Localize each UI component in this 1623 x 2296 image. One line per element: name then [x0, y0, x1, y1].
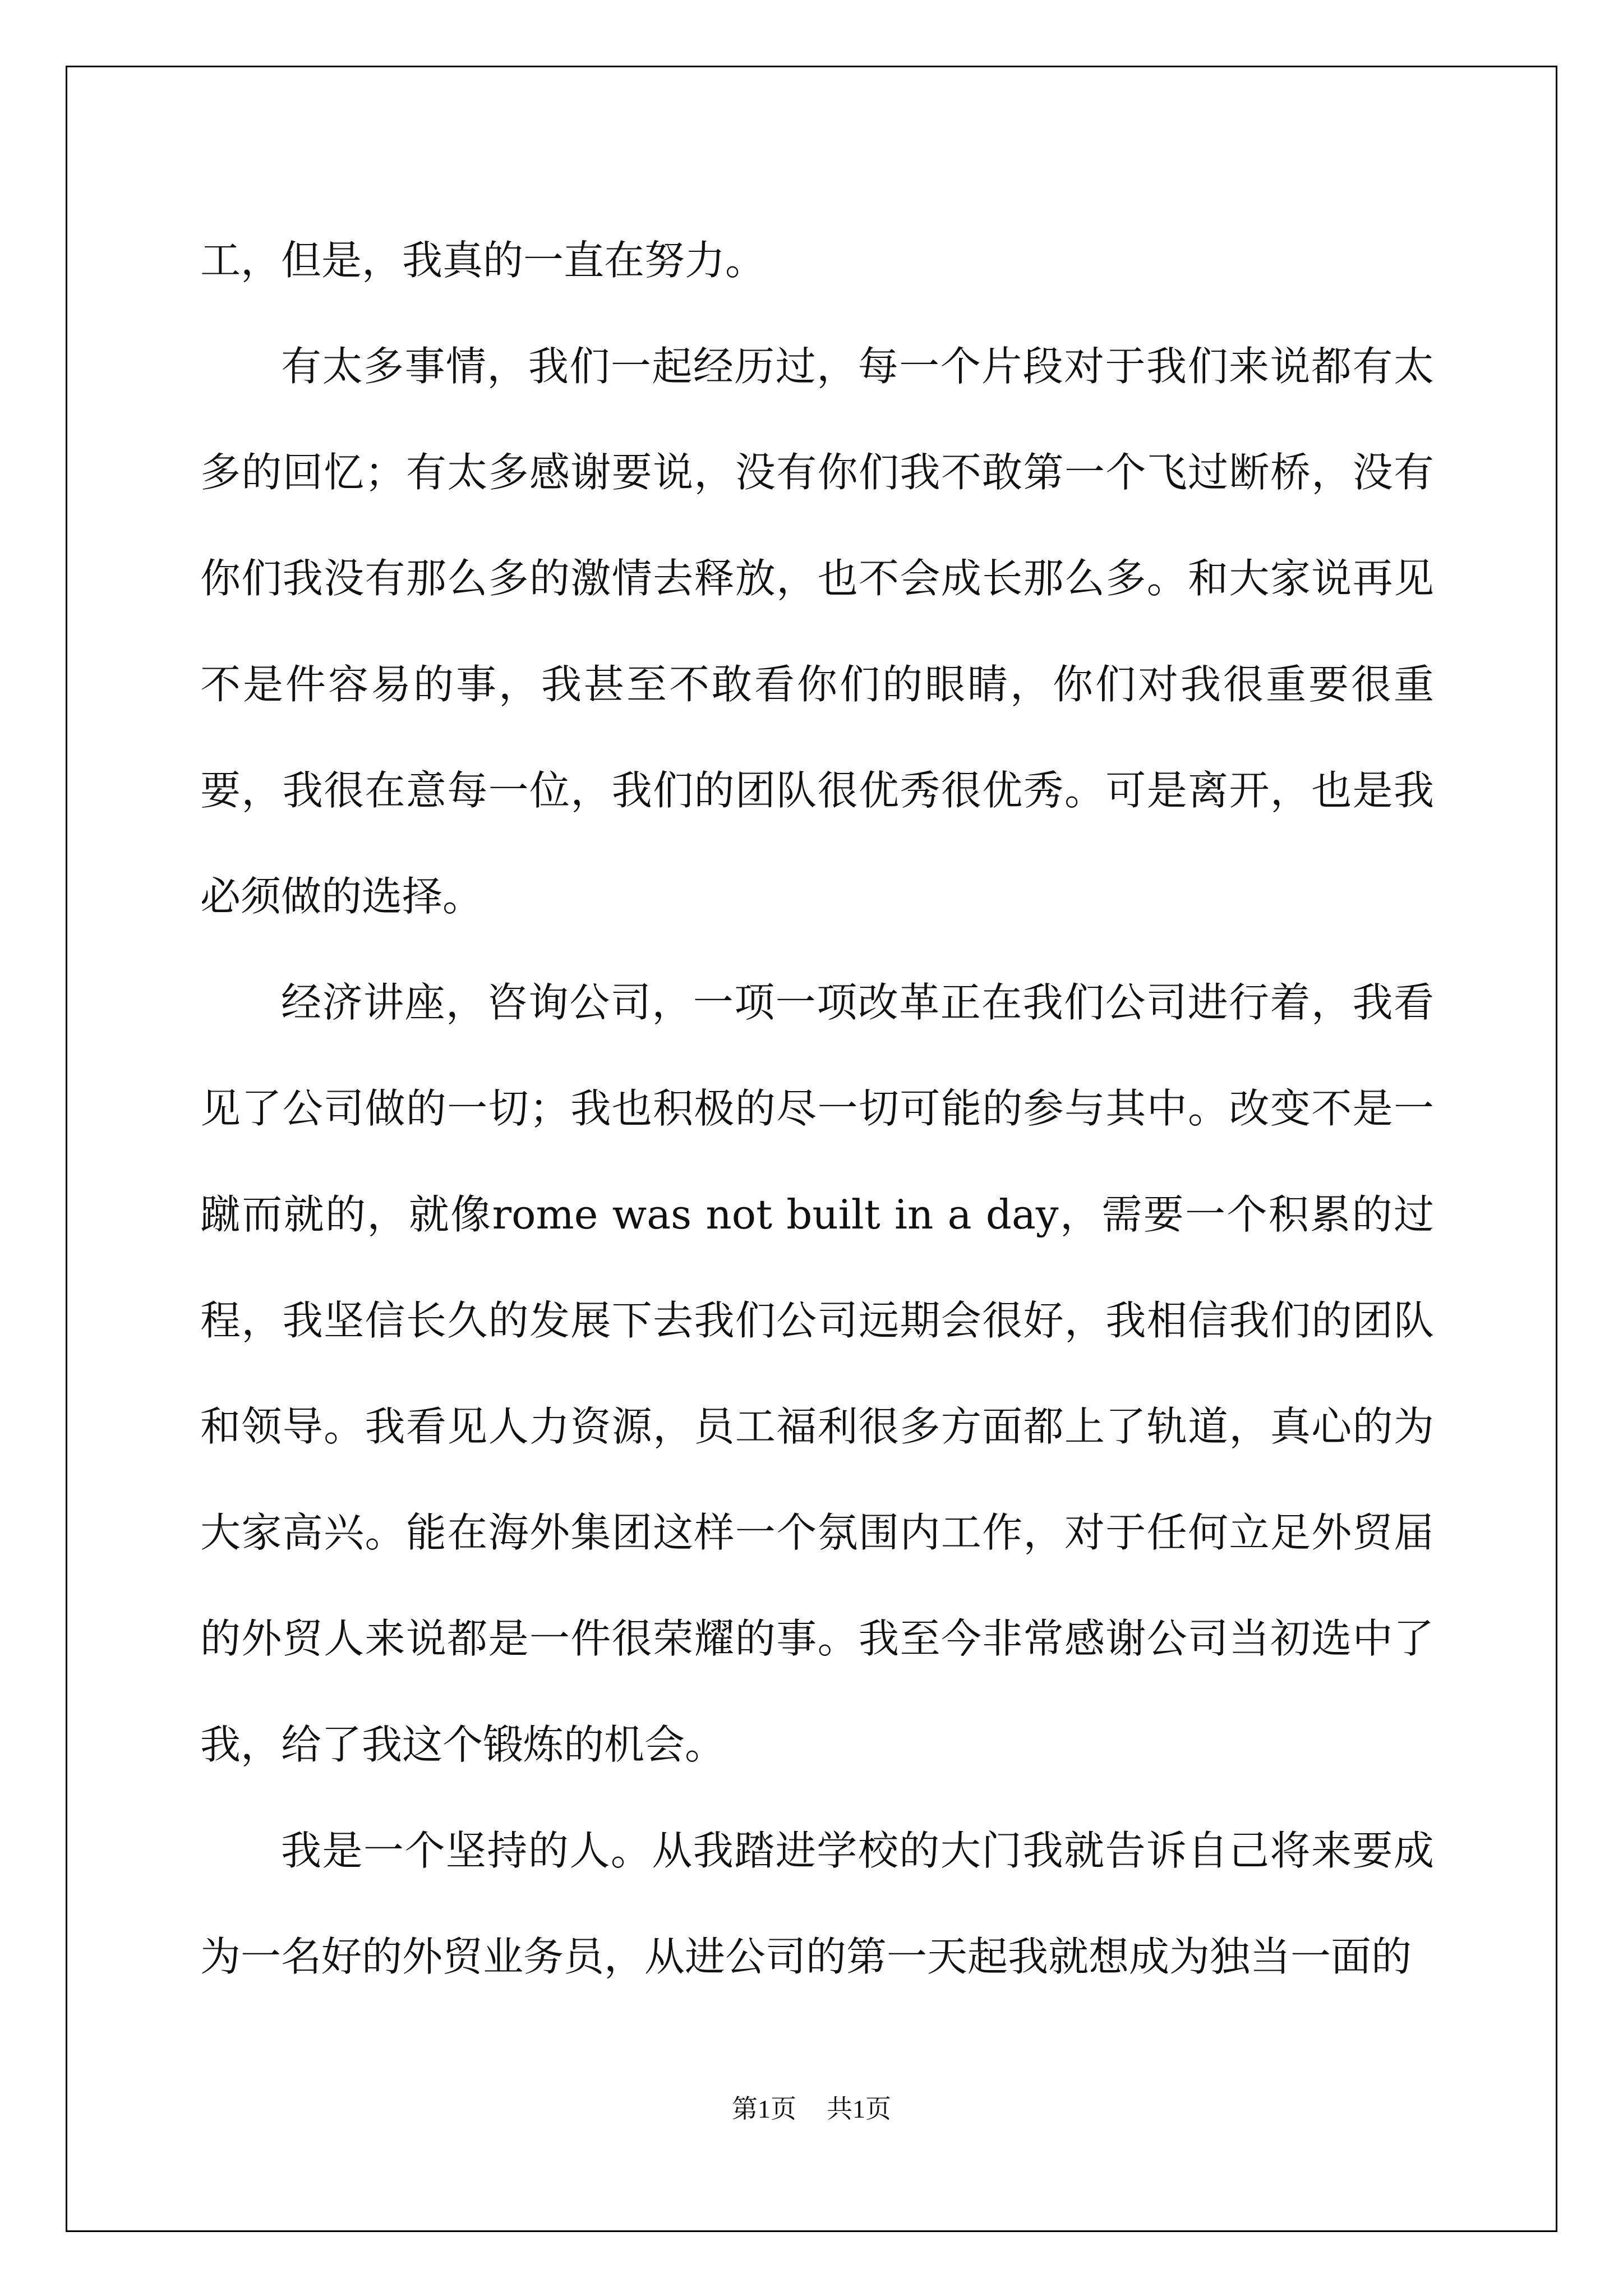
page-total: 共1页 — [827, 2095, 891, 2123]
paragraph-2: 有太多事情，我们一起经历过，每一个片段对于我们来说都有太多的回忆；有太多感谢要说，没有你们我不敢第一个飞过断桥，没有你们我没有那么多的激情去释放，也不会成长那么多。和大家说再见不是件容易的事，我甚至不敢看你们的眼睛，你们对我很重要很重要，我很在意每一位，我们的团队很优秀很优秀。可是离开，也是我必须做的选择。 — [200, 343, 1434, 920]
paragraph-4: 我是一个坚持的人。从我踏进学校的大门我就告诉自己将来要成为一名好的外贸业务员，从进公司的第一天起我就想成为独当一面的 — [200, 1827, 1434, 1980]
page-footer — [0, 2092, 1623, 2126]
document-body — [200, 208, 1434, 2010]
paragraph-3: 经济讲座，咨询公司，一项一项改革正在我们公司进行着，我看见了公司做的一切；我也积极的尽一切可能的参与其中。改变不是一蹴而就的，就像rome was not built in a day，需要一个积累的过程，我坚信长久的发展下去我们公司远期会很好，我相信我们的团队和领导。我看见人力资源，员工福利很多方面都上了轨道，真心的为大家高兴。能在海外集团这样一个氛围内工作，对于任何立足外贸届的外贸人来说都是一件很荣耀的事。我至今非常感谢公司当初选中了我，给了我这个锻炼的机会。 — [200, 979, 1434, 1768]
paragraph-1: 工，但是，我真的一直在努力。 — [200, 237, 766, 284]
page-number: 第1页 — [732, 2095, 796, 2123]
